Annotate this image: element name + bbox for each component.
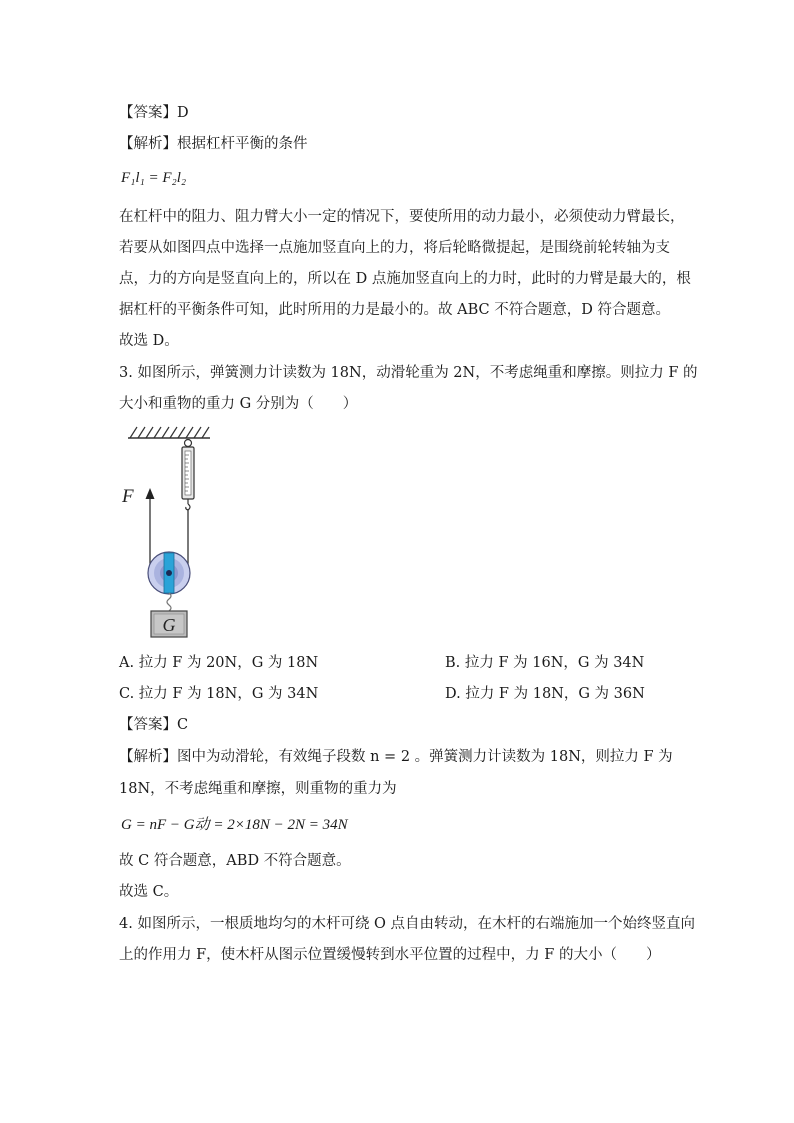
weight-block bbox=[151, 611, 187, 637]
analysis-1-title: 【解析】根据杠杆平衡的条件 bbox=[119, 136, 308, 152]
option-d[interactable]: D. 拉力 F 为 18N，G 为 36N bbox=[445, 686, 645, 702]
question-4-line: 上的作用力 F，使木杆从图示位置缓慢转到水平位置的过程中，力 F 的大小（ ） bbox=[119, 947, 661, 963]
lever-formula: F₁l₁ = F₂l₂ bbox=[121, 170, 187, 186]
answer-3: 【答案】C bbox=[119, 717, 189, 733]
force-arrow-icon bbox=[146, 488, 155, 499]
pulley-figure bbox=[118, 422, 218, 642]
force-label: F bbox=[122, 486, 134, 507]
analysis-3-line: 【解析】图中为动滑轮，有效绳子段数 n = 2 。弹簧测力计读数为 18N，则拉力 F 为 bbox=[119, 749, 673, 765]
question-3-line: 3. 如图所示，弹簧测力计读数为 18N，动滑轮重为 2N，不考虑绳重和摩擦。则拉力 F 的 bbox=[119, 365, 698, 381]
weight-label: G bbox=[162, 615, 176, 635]
option-a[interactable]: A. 拉力 F 为 20N，G 为 18N bbox=[119, 655, 319, 671]
weight-formula: G = nF − G动 = 2×18N − 2N = 34N bbox=[121, 817, 348, 833]
analysis-3-line: 18N，不考虑绳重和摩擦，则重物的重力为 bbox=[119, 781, 397, 797]
analysis-1-line: 点，力的方向是竖直向上的，所以在 D 点施加竖直向上的力时，此时的力臂是最大的，根 bbox=[119, 271, 691, 287]
question-4-line: 4. 如图所示，一根质地均匀的木杆可绕 O 点自由转动，在木杆的右端施加一个始终竖直向 bbox=[119, 916, 696, 932]
analysis-1-line: 若要从如图四点中选择一点施加竖直向上的力，将后轮略微提起，是围绕前轮转轴为支 bbox=[119, 240, 670, 256]
analysis-1-choice: 故选 D。 bbox=[119, 333, 179, 349]
hook-chain bbox=[167, 593, 171, 611]
ceiling-hatch bbox=[130, 427, 209, 438]
analysis-1-line: 在杠杆中的阻力、阻力臂大小一定的情况下，要使所用的动力最小，必须使动力臂最长， bbox=[119, 209, 685, 225]
option-b[interactable]: B. 拉力 F 为 16N，G 为 34N bbox=[445, 655, 645, 671]
analysis-1-line: 据杠杆的平衡条件可知，此时所用的力是最小的。故 ABC 不符合题意，D 符合题意。 bbox=[119, 302, 670, 318]
analysis-3-conclusion: 故 C 符合题意，ABD 不符合题意。 bbox=[119, 853, 351, 869]
spring-scale bbox=[182, 440, 194, 511]
movable-pulley bbox=[148, 552, 190, 594]
answer-1: 【答案】D bbox=[119, 105, 189, 121]
option-c[interactable]: C. 拉力 F 为 18N，G 为 34N bbox=[119, 686, 319, 702]
analysis-3-choice: 故选 C。 bbox=[119, 884, 179, 900]
question-3-line: 大小和重物的重力 G 分别为（ ） bbox=[119, 396, 358, 412]
